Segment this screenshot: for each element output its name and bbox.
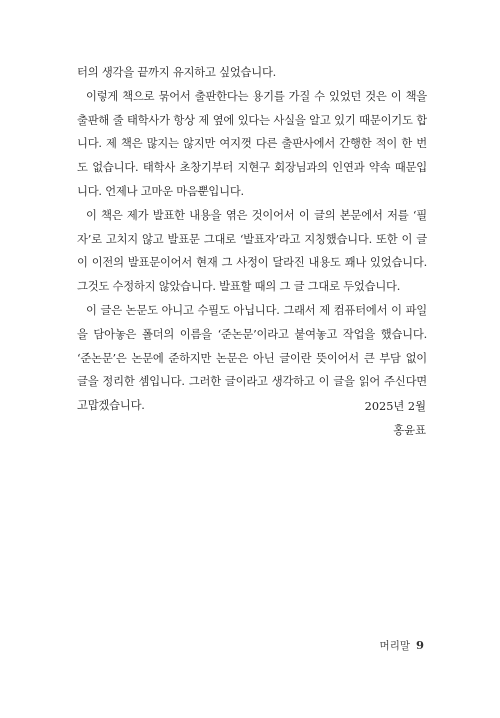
running-footer-section: 머리말	[379, 640, 410, 652]
paragraph-continued: 터의 생각을 끝까지 유지하고 싶었습니다.	[77, 66, 277, 79]
signature-block	[365, 395, 426, 443]
paragraph-presentation: 이 책은 제가 발표한 내용을 엮은 것이어서 이 글의 본문에서 저를 ‘필자’로 고치지 않고 발표문 그대로 ‘발표자’라고 지칭했습니다. 또한 이 글이 이전의 발표문이어서 현재 그 사정이 달라진 내용도 꽤나 있었습니다. 그것도 수정하지 않았습니다. 발표할 때의 그 글 그대로 두었습니다.	[77, 208, 427, 294]
signature-date: 2025년 2월	[364, 400, 426, 413]
preface-body	[77, 61, 427, 418]
paragraph-publisher: 이렇게 책으로 묶어서 출판한다는 용기를 가질 수 있었던 것은 이 책을 출판해 줄 태학사가 항상 제 옆에 있다는 사실을 알고 있기 때문이기도 합니다. 제 책은 많지는 않지만 여지껏 다른 출판사에서 간행한 적이 한 번도 없습니다. 태학사 초창기부터 지현구 회장님과의 인연과 약속 때문입니다. 언제나 고마운 마음뿐입니다.	[77, 89, 427, 198]
signature-author: 홍윤표	[393, 423, 426, 437]
page-number: 9	[415, 638, 424, 652]
paragraph-semi-thesis: 이 글은 논문도 아니고 수필도 아닙니다. 그래서 제 컴퓨터에서 이 파일을 담아놓은 폴더의 이름을 ‘준논문’이라고 붙여놓고 작업을 했습니다. ‘준논문’은 논문에 준하지만 논문은 아닌 글이란 뜻이어서 큰 부담 없이 글을 정리한 셈입니다. 그러한 글이라고 생각하고 이 글을 읽어 주신다면 고맙겠습니다.	[77, 303, 427, 413]
page-footer	[380, 638, 424, 653]
